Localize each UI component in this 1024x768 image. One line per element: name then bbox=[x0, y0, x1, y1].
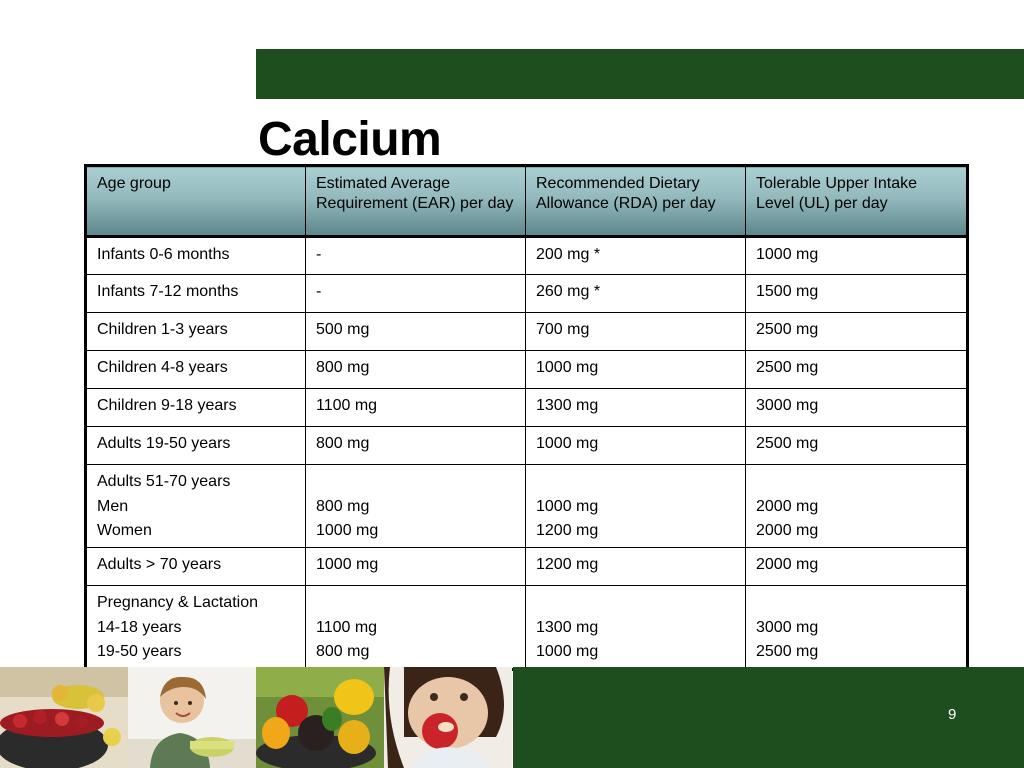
cell-ul: 2500 mg bbox=[746, 351, 968, 389]
cell-rda bbox=[526, 465, 746, 548]
table-row bbox=[86, 427, 968, 465]
cell-age-group: Infants 0-6 months bbox=[86, 237, 306, 275]
child-eating-photo bbox=[128, 667, 256, 768]
cell-ear: 800 mg bbox=[306, 427, 526, 465]
cell-ear: 1100 mg bbox=[306, 389, 526, 427]
cell-ear bbox=[306, 586, 526, 670]
cell-ul: 2500 mg bbox=[746, 427, 968, 465]
page-number: 9 bbox=[948, 706, 957, 723]
group-label: Pregnancy & Lactation bbox=[97, 594, 258, 611]
men-rda: 1000 mg bbox=[536, 498, 599, 515]
slide-title: Calcium bbox=[258, 113, 442, 166]
cell-rda: 1300 mg bbox=[526, 389, 746, 427]
header-rda: Recommended Dietary Allowance (RDA) per day bbox=[526, 166, 746, 237]
header-ear: Estimated Average Requirement (EAR) per day bbox=[306, 166, 526, 237]
adult-label: 19-50 years bbox=[97, 643, 182, 660]
cell-rda: 200 mg * bbox=[526, 237, 746, 275]
cell-ul bbox=[746, 586, 968, 670]
cell-rda bbox=[526, 586, 746, 670]
women-label: Women bbox=[97, 522, 152, 539]
table-row bbox=[86, 275, 968, 313]
cell-ul: 2000 mg bbox=[746, 548, 968, 586]
calcium-table bbox=[84, 164, 969, 671]
young-rda: 1300 mg bbox=[536, 619, 599, 636]
child-with-apple-photo bbox=[384, 667, 512, 768]
table-row bbox=[86, 548, 968, 586]
women-rda: 1200 mg bbox=[536, 522, 599, 539]
cell-ear: 800 mg bbox=[306, 351, 526, 389]
cell-ear: 1000 mg bbox=[306, 548, 526, 586]
peppers-photo bbox=[256, 667, 384, 768]
cell-rda: 1000 mg bbox=[526, 427, 746, 465]
cell-ul: 1000 mg bbox=[746, 237, 968, 275]
header-age-group: Age group bbox=[86, 166, 306, 237]
fruit-bowl-photo bbox=[0, 667, 128, 768]
adult-rda: 1000 mg bbox=[536, 643, 599, 660]
table-row bbox=[86, 389, 968, 427]
men-ear: 800 mg bbox=[316, 498, 370, 515]
table-row-adults-51-70 bbox=[86, 465, 968, 548]
cell-age-group: Children 4-8 years bbox=[86, 351, 306, 389]
cell-age-group: Children 9-18 years bbox=[86, 389, 306, 427]
table-row bbox=[86, 313, 968, 351]
women-ear: 1000 mg bbox=[316, 522, 379, 539]
cell-ul: 3000 mg bbox=[746, 389, 968, 427]
cell-ul: 1500 mg bbox=[746, 275, 968, 313]
women-ul: 2000 mg bbox=[756, 522, 819, 539]
cell-age-group: Infants 7-12 months bbox=[86, 275, 306, 313]
cell-age-group: Adults 19-50 years bbox=[86, 427, 306, 465]
young-ul: 3000 mg bbox=[756, 619, 819, 636]
table-row-pregnancy bbox=[86, 586, 968, 670]
cell-ear: - bbox=[306, 275, 526, 313]
cell-age-group bbox=[86, 586, 306, 670]
cell-rda: 700 mg bbox=[526, 313, 746, 351]
adult-ear: 800 mg bbox=[316, 643, 370, 660]
adult-ul: 2500 mg bbox=[756, 643, 819, 660]
cell-rda: 1200 mg bbox=[526, 548, 746, 586]
group-label: Adults 51-70 years bbox=[97, 473, 231, 490]
men-label: Men bbox=[97, 498, 129, 515]
cell-age-group bbox=[86, 465, 306, 548]
cell-ear: 500 mg bbox=[306, 313, 526, 351]
cell-ul bbox=[746, 465, 968, 548]
young-ear: 1100 mg bbox=[316, 619, 378, 636]
cell-ear bbox=[306, 465, 526, 548]
men-ul: 2000 mg bbox=[756, 498, 819, 515]
young-label: 14-18 years bbox=[97, 619, 182, 636]
header-ul: Tolerable Upper Intake Level (UL) per day bbox=[746, 166, 968, 237]
cell-rda: 1000 mg bbox=[526, 351, 746, 389]
cell-age-group: Adults > 70 years bbox=[86, 548, 306, 586]
cell-ul: 2500 mg bbox=[746, 313, 968, 351]
table-row bbox=[86, 351, 968, 389]
table-header-row bbox=[86, 166, 968, 237]
cell-age-group: Children 1-3 years bbox=[86, 313, 306, 351]
cell-rda: 260 mg * bbox=[526, 275, 746, 313]
top-banner bbox=[256, 49, 1024, 99]
cell-ear: - bbox=[306, 237, 526, 275]
table-row bbox=[86, 237, 968, 275]
